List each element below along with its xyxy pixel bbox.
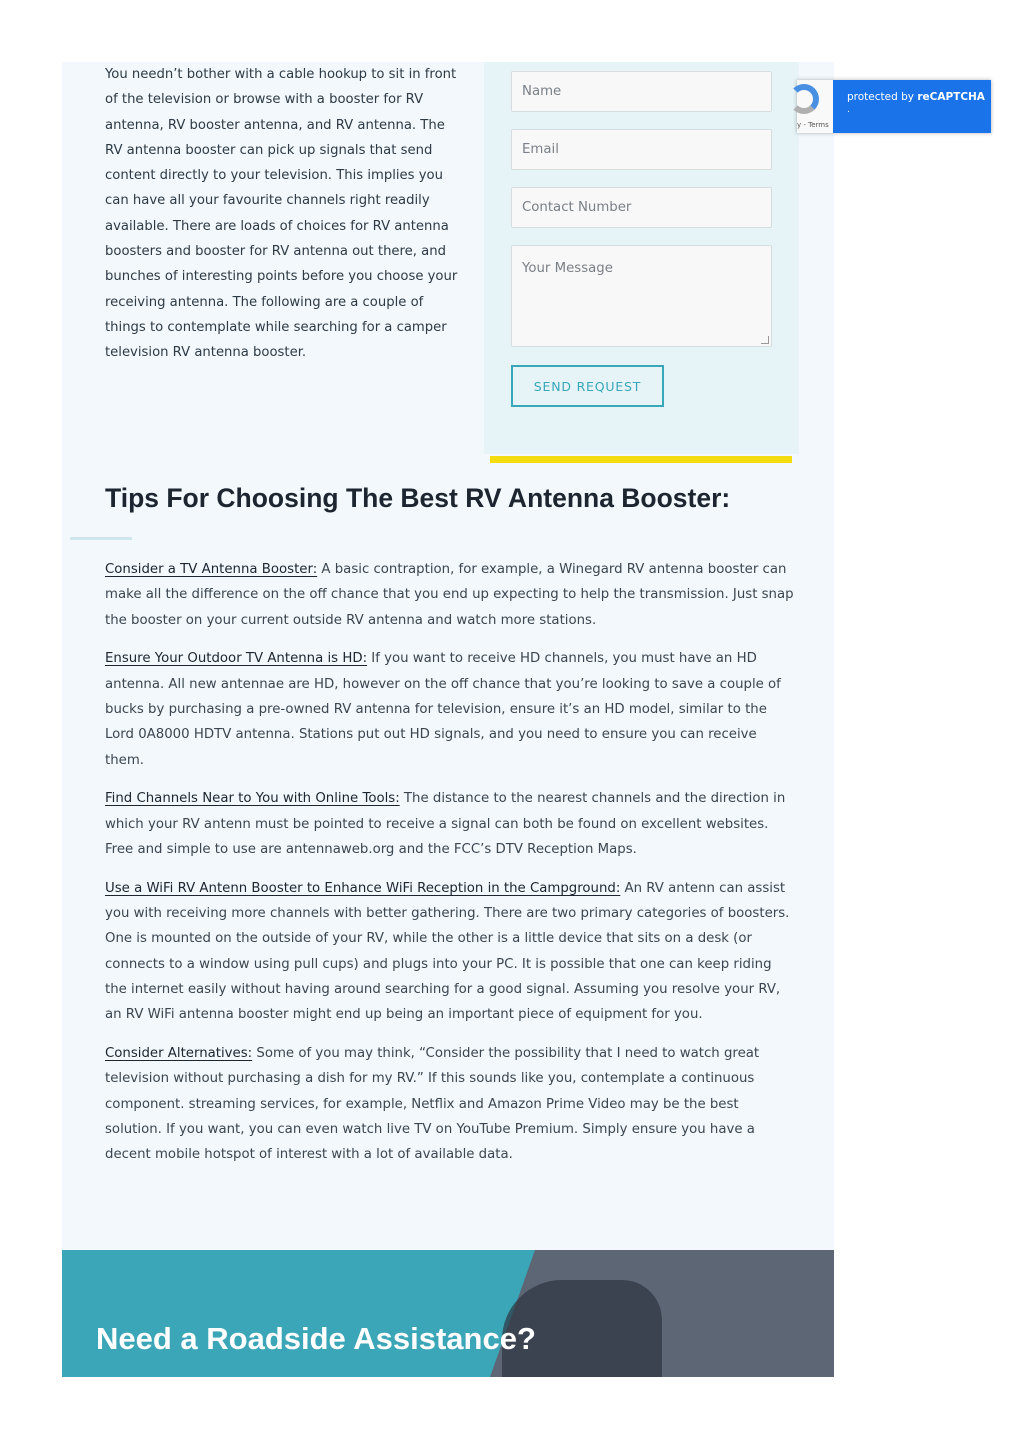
message-placeholder: Your Message <box>522 261 613 276</box>
tip-lead: Ensure Your Outdoor TV Antenna is HD: <box>105 651 368 667</box>
resize-handle-icon[interactable] <box>761 336 769 344</box>
recaptcha-badge[interactable] <box>797 80 991 133</box>
tip-item <box>105 557 795 633</box>
tip-text: Some of you may think, “Consider the possibility that I need to watch great television without purchasing a dish for my RV.” If this sounds like you, contemplate a continuous component. streaming services, for example, Netflix and Amazon Prime Video may be the best solution. If you want, you can even watch live TV on YouTube Premium. Simply ensure you have a decent mobile hotspot of interest with a lot of available data. <box>105 1046 760 1163</box>
tip-lead: Consider Alternatives: <box>105 1046 253 1062</box>
recaptcha-brand: reCAPTCHA <box>917 91 985 103</box>
recaptcha-terms-link[interactable]: y - Terms <box>797 121 829 129</box>
recaptcha-logo <box>797 80 835 133</box>
message-textarea[interactable] <box>511 245 772 347</box>
tips-list <box>105 557 795 1181</box>
tips-heading: Tips For Choosing The Best RV Antenna Booster: <box>105 483 731 513</box>
recaptcha-dot: . <box>847 105 850 115</box>
send-request-button[interactable]: SEND REQUEST <box>511 365 664 407</box>
form-accent-bar <box>490 456 792 463</box>
recaptcha-label <box>833 80 991 133</box>
tip-lead: Use a WiFi RV Antenn Booster to Enhance WiFi Reception in the Campground: <box>105 880 621 896</box>
tip-item <box>105 786 795 862</box>
tip-text: An RV antenn can assist you with receiving more channels with better gathering. There are two primary categories of boosters. One is mounted on the outside of your RV, while the other is a little device that sits on a desk (or connects to a window using pull cups) and plugs into your PC. It is possible that one can keep riding the internet easily without having around searching for a good signal. Assuming you resolve your RV, an RV WiFi antenna booster might end up being an important piece of equipment for you. <box>105 880 790 1023</box>
tip-item <box>105 876 795 1028</box>
tip-lead: Find Channels Near to You with Online Tools: <box>105 791 400 807</box>
banner-heading: Need a Roadside Assistance? <box>96 1321 536 1356</box>
tip-item <box>105 646 795 772</box>
tip-lead: Consider a TV Antenna Booster: <box>105 562 318 577</box>
roadside-assistance-banner <box>62 1250 834 1377</box>
tip-text: The distance to the nearest channels and the direction in which your RV antenn must be pointed to receive a signal can both be found on excellent websites. Free and simple to use are antennaweb.org and the FCC’s DTV Reception Maps. <box>105 791 786 857</box>
recaptcha-protected-text: protected by <box>847 91 918 103</box>
name-input[interactable]: Name <box>511 71 772 112</box>
heading-divider <box>70 537 132 540</box>
email-input[interactable]: Email <box>511 129 772 170</box>
tip-item <box>105 1041 795 1167</box>
recaptcha-icon <box>789 84 819 114</box>
intro-paragraph: You needn’t bother with a cable hookup to sit in front of the television or browse with a booster for RV antenna, RV booster antenna, and RV antenna. The RV antenna booster can pick up signals that send content directly to your television. This implies you can have all your favourite channels right readily available. There are loads of choices for RV antenna boosters and booster for RV antenna out there, and bunches of interesting points before you choose your receiving antenna. The following are a couple of things to contemplate while searching for a camper television RV antenna booster. <box>105 67 458 361</box>
tip-text: If you want to receive HD channels, you must have an HD antenna. All new antennae are HD, however on the off chance that you’re looking to save a couple of bucks by purchasing a pre-owned RV antenna for television, ensure it’s an HD model, similar to the Lord 0A8000 HDTV antenna. Stations put out HD signals, and you need to ensure you can receive them. <box>105 651 781 768</box>
contact-number-input[interactable]: Contact Number <box>511 187 772 228</box>
tip-text: A basic contraption, for example, a Winegard RV antenna booster can make all the difference on the off chance that you end up expecting to help the transmission. Just snap the booster on your current outside RV antenna and watch more stations. <box>105 562 794 628</box>
